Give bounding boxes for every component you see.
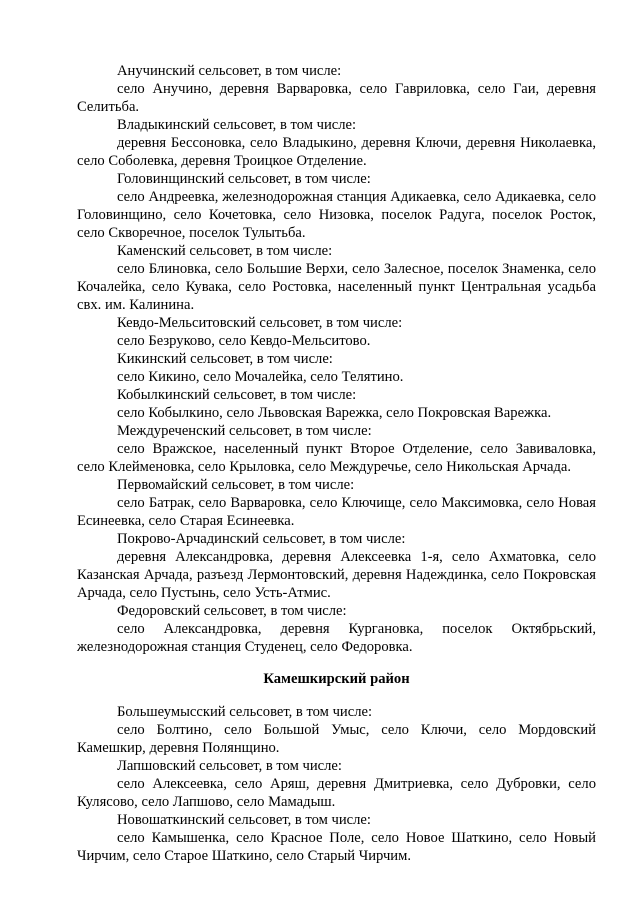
council-title: Головинщинский сельсовет, в том числе: — [117, 171, 371, 187]
council-title: Анучинский сельсовет, в том числе: — [117, 63, 342, 79]
council-title: Междуреченский сельсовет, в том числе: — [117, 423, 372, 439]
district-section — [77, 670, 596, 865]
settlement-list: село Анучино, деревня Варваровка, село Гавриловка, село Гаи, деревня Селитьба. — [77, 81, 596, 115]
document-content — [77, 62, 596, 865]
council-title: Кикинский сельсовет, в том числе: — [117, 351, 333, 367]
settlement-list: деревня Александровка, деревня Алексеевка 1-я, село Ахматовка, село Казанская Арчада, разъезд Лермонтовский, деревня Надеждинка, село Покровская Арчада, село Пустынь, село Усть-Атмис. — [77, 549, 596, 601]
council-title: Каменский сельсовет, в том числе: — [117, 243, 333, 259]
settlement-list: село Алексеевка, село Аряш, деревня Дмитриевка, село Дубровки, село Кулясово, село Лапшово, село Мамадыш. — [77, 776, 596, 810]
council-title: Федоровский сельсовет, в том числе: — [117, 603, 347, 619]
council-title: Покрово-Арчадинский сельсовет, в том числе: — [117, 531, 406, 547]
settlement-list: село Батрак, село Варваровка, село Ключище, село Максимовка, село Новая Есинеевка, село Старая Есинеевка. — [77, 495, 596, 529]
council-title: Большеумысский сельсовет, в том числе: — [117, 704, 373, 720]
council-title: Лапшовский сельсовет, в том числе: — [117, 758, 342, 774]
settlement-list: село Блиновка, село Большие Верхи, село Залесное, поселок Знаменка, село Кочалейка, село Кувака, село Ростовка, населенный пункт Центральная усадьба свх. им. Калинина. — [77, 261, 596, 313]
council-list-section — [77, 62, 596, 656]
council-title: Кобылкинский сельсовет, в том числе: — [117, 387, 357, 403]
settlement-list: село Болтино, село Большой Умыс, село Ключи, село Мордовский Камешкир, деревня Полянщино. — [77, 722, 596, 756]
settlement-list: деревня Бессоновка, село Владыкино, деревня Ключи, деревня Николаевка, село Соболевка, деревня Троицкое Отделение. — [77, 135, 596, 169]
document-page — [77, 62, 596, 865]
settlement-list: село Вражское, населенный пункт Второе Отделение, село Завиваловка, село Клейменовка, село Крыловка, село Междуречье, село Никольская Арчада. — [77, 441, 596, 475]
settlement-list: село Безруково, село Кевдо-Мельситово. — [117, 333, 371, 349]
settlement-list: село Камышенка, село Красное Поле, село Новое Шаткино, село Новый Чирчим, село Старое Шаткино, село Старый Чирчим. — [77, 830, 596, 864]
district-heading: Камешкирский район — [263, 671, 410, 687]
settlement-list: село Кикино, село Мочалейка, село Телятино. — [117, 369, 404, 385]
council-title: Владыкинский сельсовет, в том числе: — [117, 117, 357, 133]
council-title: Первомайский сельсовет, в том числе: — [117, 477, 355, 493]
council-title: Новошаткинский сельсовет, в том числе: — [117, 812, 371, 828]
settlement-list: село Андреевка, железнодорожная станция Адикаевка, село Адикаевка, село Головинщино, село Кочетовка, село Низовка, поселок Радуга, поселок Росток, село Скворечное, поселок Тулытьба. — [77, 189, 596, 241]
settlement-list: село Кобылкино, село Львовская Варежка, село Покровская Варежка. — [117, 405, 552, 421]
council-title: Кевдо-Мельситовский сельсовет, в том числе: — [117, 315, 403, 331]
settlement-list: село Александровка, деревня Кургановка, поселок Октябрьский, железнодорожная станция Студенец, село Федоровка. — [77, 621, 596, 655]
